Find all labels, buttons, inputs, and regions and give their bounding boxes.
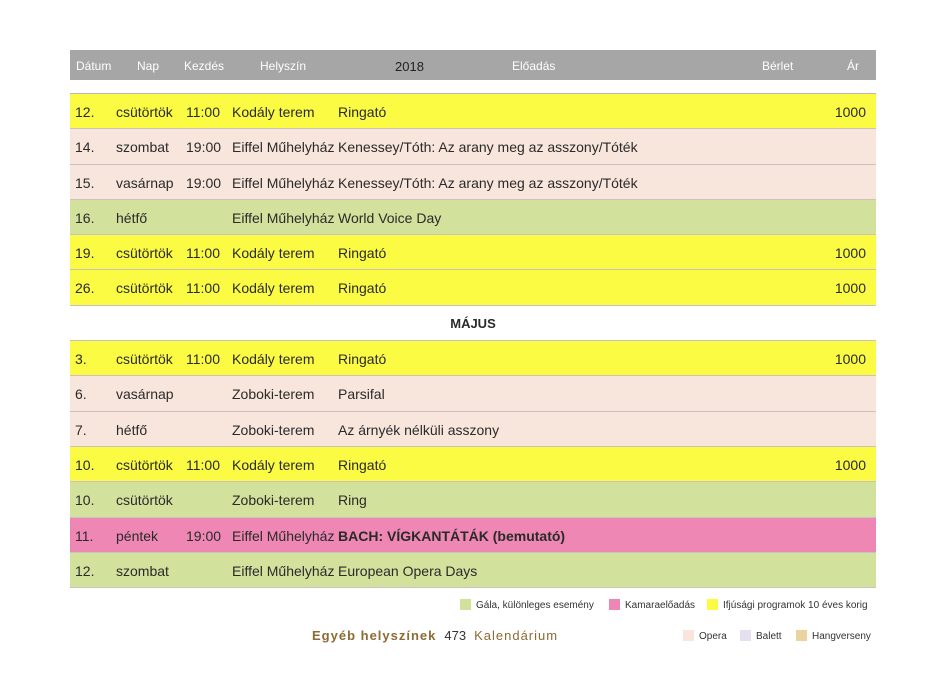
table-row <box>70 482 876 517</box>
row-day: vasárnap <box>116 386 174 403</box>
row-title: BACH: VÍGKANTÁTÁK (bemutató) <box>338 527 566 544</box>
rows-before <box>70 94 876 306</box>
row-start-time: 11:00 <box>186 456 220 473</box>
legend-chamber-label: Kamaraelőadás <box>625 600 696 611</box>
row-venue: Eiffel Műhelyház <box>232 527 335 544</box>
row-title: Kenessey/Tóth: Az arany meg az asszony/Tóték <box>338 139 638 156</box>
table-row <box>70 553 876 588</box>
legend-youth <box>707 599 868 611</box>
legend-opera-label: Opera <box>699 631 727 642</box>
row-title: Ringató <box>338 245 387 262</box>
header-day: Nap <box>137 59 160 73</box>
row-price: 1000 <box>834 104 866 120</box>
legend-concert-label: Hangverseny <box>812 631 871 642</box>
schedule-table <box>70 50 876 588</box>
row-start-time: 11:00 <box>186 104 220 120</box>
row-venue: Eiffel Műhelyház <box>232 174 335 191</box>
row-venue: Zoboki-terem <box>232 386 315 403</box>
legend-gala-label: Gála, különleges esemény <box>476 600 594 611</box>
row-price: 1000 <box>834 280 866 297</box>
row-day: hétfő <box>116 421 148 438</box>
row-date: 19. <box>75 245 95 262</box>
row-day: csütörtök <box>116 492 173 509</box>
row-venue: Kodály terem <box>232 351 315 368</box>
legend-ballet <box>740 630 782 642</box>
table-row <box>70 518 876 553</box>
row-day: csütörtök <box>116 280 173 297</box>
row-start-time: 19:00 <box>186 139 222 156</box>
legend-opera <box>683 630 727 642</box>
rows-after <box>70 341 876 588</box>
table-row <box>70 412 876 447</box>
header-price: Ár <box>847 59 859 73</box>
legend-youth-swatch <box>707 599 718 610</box>
row-start-time: 11:00 <box>186 280 220 297</box>
header-venue: Helyszín <box>260 59 307 73</box>
table-header <box>70 50 876 80</box>
row-title: Ring <box>338 492 367 509</box>
table-row <box>70 341 876 376</box>
table-row <box>70 165 876 200</box>
table-row <box>70 200 876 235</box>
row-venue: Kodály terem <box>232 456 315 473</box>
row-venue: Kodály terem <box>232 280 315 297</box>
row-date: 12. <box>75 104 95 120</box>
row-day: csütörtök <box>116 351 173 368</box>
row-day: szombat <box>116 139 169 156</box>
row-title: Ringató <box>338 351 387 368</box>
header-separator <box>70 80 876 94</box>
footer-section: Egyéb helyszínek <box>312 628 437 643</box>
legend-ballet-swatch <box>740 630 751 641</box>
legend-concert-swatch <box>796 630 807 641</box>
row-title: European Opera Days <box>338 562 478 579</box>
month-heading: MÁJUS <box>70 306 876 341</box>
row-date: 6. <box>75 386 87 403</box>
legend-concert <box>796 630 871 642</box>
row-venue: Kodály terem <box>232 104 315 120</box>
legend-opera-swatch <box>683 630 694 641</box>
table-row <box>70 447 876 482</box>
row-title: Kenessey/Tóth: Az arany meg az asszony/Tóték <box>338 174 638 191</box>
header-date: Dátum <box>76 59 112 73</box>
row-venue: Zoboki-terem <box>232 492 315 509</box>
header-subscription: Bérlet <box>762 59 794 73</box>
row-start-time: 11:00 <box>186 245 220 262</box>
table-row <box>70 270 876 305</box>
row-date: 10. <box>75 456 95 473</box>
header-start: Kezdés <box>184 59 225 73</box>
row-date: 26. <box>75 280 95 297</box>
row-day: csütörtök <box>116 456 173 473</box>
table-row <box>70 235 876 270</box>
row-title: Ringató <box>338 104 387 120</box>
legend-chamber-swatch <box>609 599 620 610</box>
row-price: 1000 <box>834 245 866 262</box>
footer-calendar: Kalendárium <box>474 628 559 643</box>
legend-gala <box>460 599 594 611</box>
footer-page-number: 473 <box>444 628 467 643</box>
row-title: Ringató <box>338 280 387 297</box>
row-start-time: 11:00 <box>186 351 220 368</box>
row-date: 11. <box>75 527 94 544</box>
row-date: 10. <box>75 492 95 509</box>
row-day: szombat <box>116 562 169 579</box>
row-day: péntek <box>116 527 159 544</box>
row-date: 3. <box>75 351 87 368</box>
row-date: 14. <box>75 139 95 156</box>
row-day: hétfő <box>116 209 148 226</box>
row-date: 16. <box>75 209 95 226</box>
row-day: csütörtök <box>116 245 173 262</box>
page-footer <box>312 628 558 643</box>
legend-gala-swatch <box>460 599 471 610</box>
legend-chamber <box>609 599 695 611</box>
row-venue: Zoboki-terem <box>232 421 315 438</box>
row-date: 7. <box>75 421 87 438</box>
row-price: 1000 <box>834 456 866 473</box>
row-venue: Eiffel Műhelyház <box>232 139 335 156</box>
legend-youth-label: Ifjúsági programok 10 éves korig <box>723 600 868 611</box>
table-row <box>70 376 876 411</box>
table-row <box>70 94 876 129</box>
row-price: 1000 <box>834 351 866 368</box>
header-performance: Előadás <box>512 59 556 73</box>
row-start-time: 19:00 <box>186 174 222 191</box>
row-title: World Voice Day <box>338 209 442 226</box>
row-day: csütörtök <box>116 104 173 120</box>
row-venue: Eiffel Műhelyház <box>232 209 335 226</box>
row-venue: Kodály terem <box>232 245 315 262</box>
row-date: 12. <box>75 562 95 579</box>
row-title: Ringató <box>338 456 387 473</box>
legend-ballet-label: Balett <box>756 631 782 642</box>
row-start-time: 19:00 <box>186 527 222 544</box>
table-row <box>70 129 876 164</box>
row-title: Az árnyék nélküli asszony <box>338 421 500 438</box>
row-title: Parsifal <box>338 386 385 403</box>
row-day: vasárnap <box>116 174 174 191</box>
row-venue: Eiffel Műhelyház <box>232 562 335 579</box>
row-date: 15. <box>75 174 95 191</box>
header-year: 2018 <box>395 59 424 74</box>
